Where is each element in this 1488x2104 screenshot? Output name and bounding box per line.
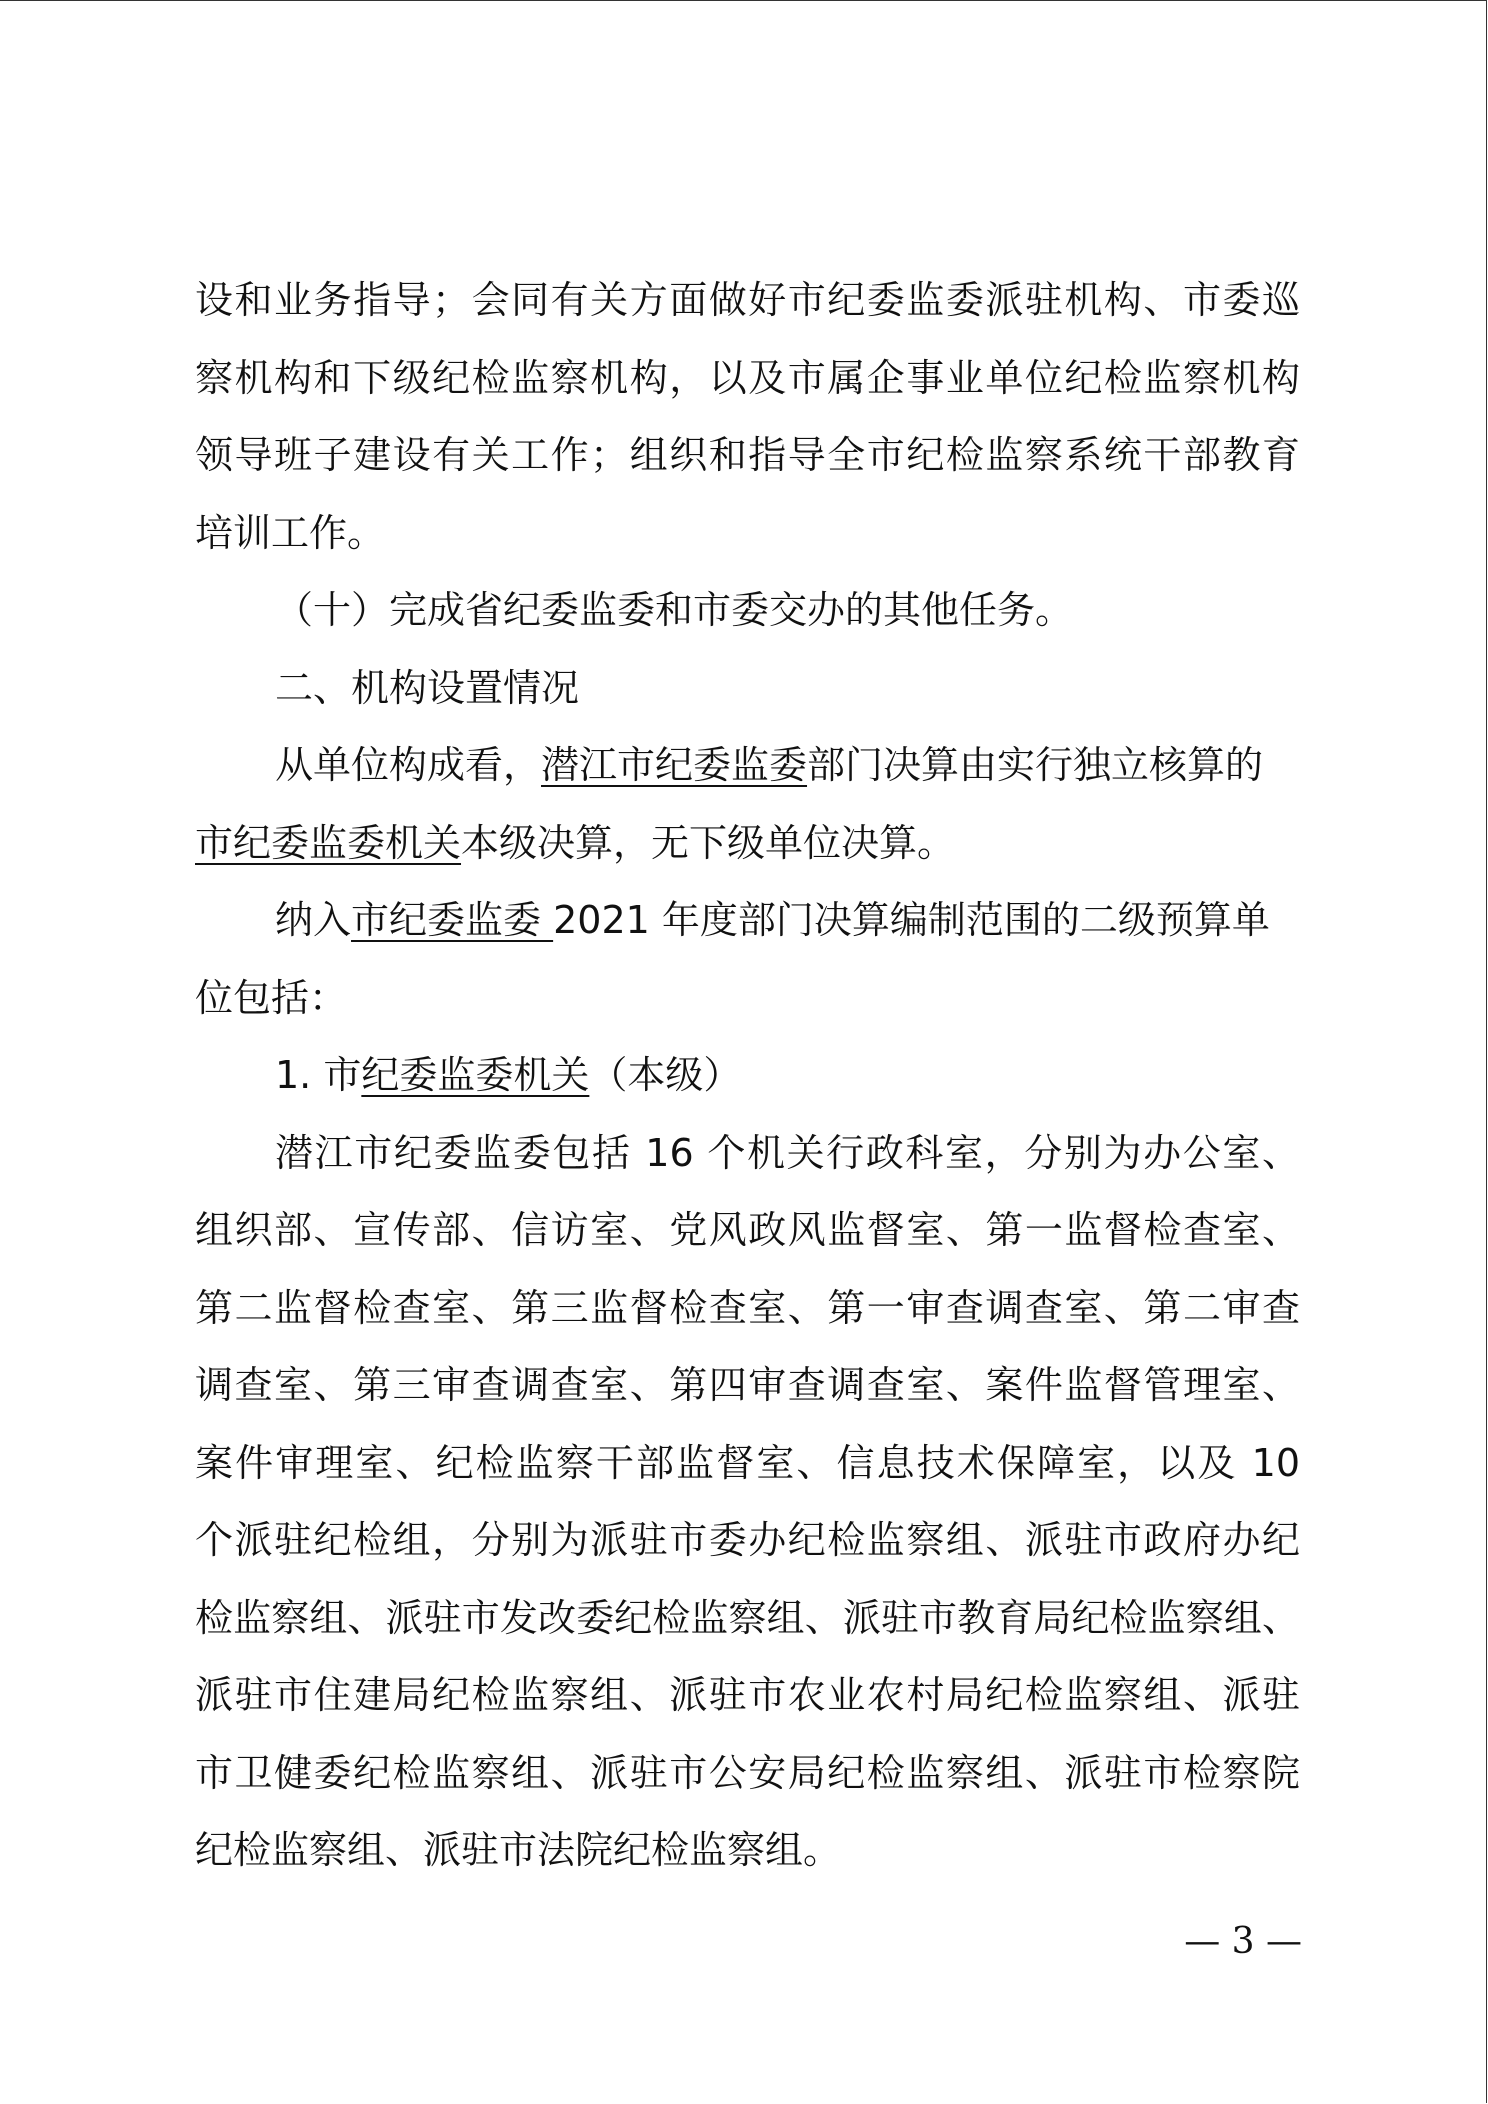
paragraph-line: 检监察组、派驻市发改委纪检监察组、派驻市教育局纪检监察组、 (195, 1595, 1300, 1640)
text-segment: 1. 市 (275, 1053, 362, 1097)
underlined-org-name: 市纪委监委机关 (195, 820, 462, 865)
paragraph-line: 组织部、宣传部、信访室、党风政风监督室、第一监督检查室、 (195, 1208, 1300, 1252)
text-segment: 2021 年度部门决算编制范围的二级预算单 (553, 898, 1270, 942)
paragraph-line: 纪检监察组、派驻市法院纪检监察组。 (195, 1828, 842, 1872)
text-segment: （本级） (589, 1053, 742, 1097)
paragraph-line: 调查室、第三审查调查室、第四审查调查室、案件监督管理室、 (195, 1363, 1300, 1407)
paragraph-line: 案件审理室、纪检监察干部监督室、信息技术保障室，以及 10 (195, 1440, 1300, 1485)
list-item-10: （十）完成省纪委监委和市委交办的其他任务。 (275, 588, 1074, 632)
paragraph-line (195, 882, 1300, 960)
paragraph-line: 潜江市纪委监委包括 16 个机关行政科室，分别为办公室、 (275, 1130, 1300, 1175)
paragraph-line (195, 727, 1300, 805)
paragraph-line: 设和业务指导；会同有关方面做好市纪委监委派驻机构、市委巡 (195, 278, 1300, 322)
underlined-org-name: 纪委监委机关 (361, 1053, 590, 1097)
document-body (195, 262, 1300, 1890)
paragraph-line: 领导班子建设有关工作；组织和指导全市纪检监察系统干部教育 (195, 433, 1300, 477)
paragraph-line: 市卫健委纪检监察组、派驻市公安局纪检监察组、派驻市检察院 (195, 1750, 1300, 1795)
text-segment: 从单位构成看， (275, 743, 542, 787)
text-segment: 纳入 (275, 898, 352, 942)
underlined-org-name: 潜江市纪委监委 (541, 743, 808, 787)
list-item-1 (195, 1037, 1300, 1115)
paragraph-line: 第二监督检查室、第三监督检查室、第一审查调查室、第二审查 (195, 1285, 1300, 1330)
paragraph-line: 个派驻纪检组，分别为派驻市委办纪检监察组、派驻市政府办纪 (195, 1518, 1300, 1562)
text-segment: 本级决算，无下级单位决算。 (461, 820, 956, 865)
paragraph-line: 察机构和下级纪检监察机构，以及市属企事业单位纪检监察机构 (195, 355, 1300, 400)
page-number: — 3 — (1184, 1921, 1302, 1962)
paragraph-line: 派驻市住建局纪检监察组、派驻市农业农村局纪检监察组、派驻 (195, 1673, 1300, 1717)
section-heading: 二、机构设置情况 (275, 665, 580, 710)
paragraph-line: 培训工作。 (195, 510, 386, 555)
underlined-org-name: 市纪委监委 (351, 898, 554, 942)
text-segment: 部门决算由实行独立核算的 (807, 743, 1264, 787)
paragraph-line: 位包括： (195, 975, 348, 1020)
paragraph-line (195, 805, 1300, 883)
